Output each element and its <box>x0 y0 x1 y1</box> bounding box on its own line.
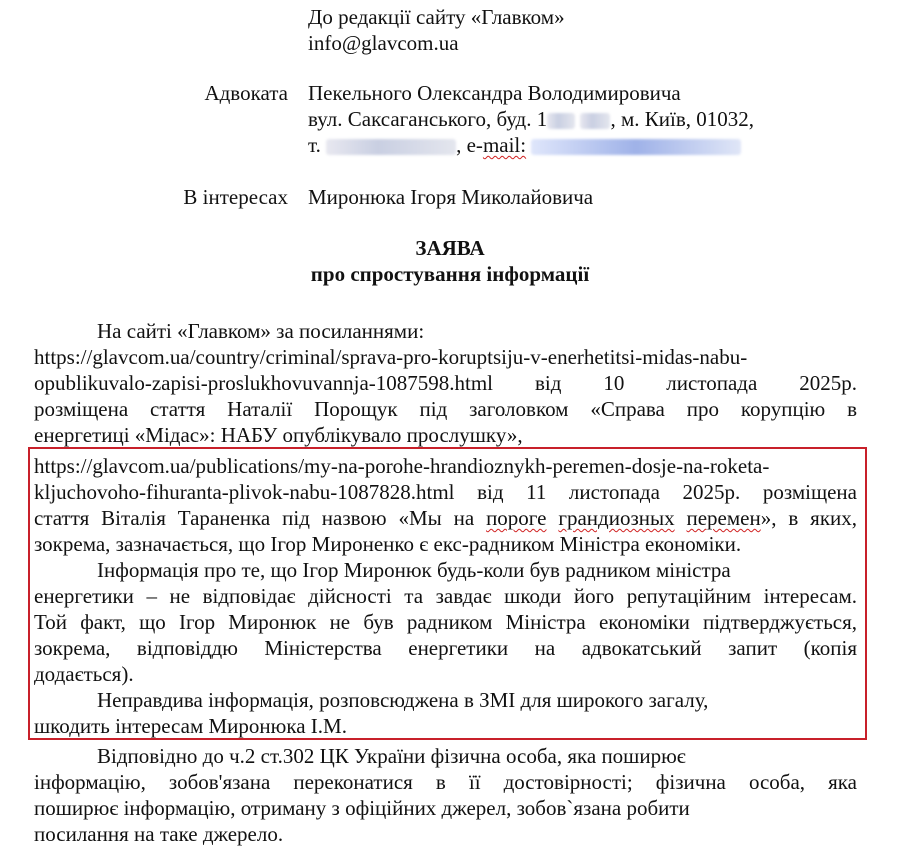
p2-line-4: зокрема, відповіддю Міністерства енергетики на адвокатський запит (копія <box>34 636 857 660</box>
p3-line-2: шкодить інтересам Миронюка І.М. <box>34 714 347 738</box>
p2-line-5: додається). <box>34 662 134 686</box>
spellcheck-word-1: пороге <box>486 506 547 530</box>
recipient-email: info@glavcom.ua <box>308 31 459 55</box>
p1-line-6: https://glavcom.ua/publications/my-na-porohe-hrandioznykh-peremen-dosje-na-roketa- <box>34 454 770 478</box>
p1-line-4: розміщена стаття Наталії Порощук під заголовком «Справа про корупцію в <box>34 397 857 421</box>
p1-line-2: https://glavcom.ua/country/criminal/sprava-pro-koruptsiju-v-enerhetitsi-midas-nabu- <box>34 345 748 369</box>
address-suffix: , м. Київ, 01032, <box>610 107 754 131</box>
p1-line-8 <box>34 505 857 531</box>
p3-line-1: Неправдива інформація, розповсюджена в ЗМІ для широкого загалу, <box>97 688 709 712</box>
p1-line-8-text-d: », в яких, <box>760 506 858 530</box>
p1-line-8-text-a: стаття Віталія Тараненка під назвою «Мы на <box>34 506 487 530</box>
redacted-email <box>531 139 741 155</box>
p2-line-1: Інформація про те, що Ігор Миронюк будь-коли був радником міністра <box>97 558 731 582</box>
p1-line-8-space-2 <box>675 506 687 530</box>
email-label-pre: , e- <box>456 133 483 157</box>
p4-line-2: інформацію, зобов'язана переконатися в її достовірності; фізична особа, яка <box>34 770 857 794</box>
email-label-word: mail: <box>482 133 527 157</box>
lawyer-contacts <box>308 132 741 158</box>
lawyer-name: Пекельного Олександра Володимировича <box>308 81 681 105</box>
document-subtitle: про спростування інформації <box>310 262 590 286</box>
address-prefix: вул. Саксаганського, буд. 1 <box>308 107 548 131</box>
p4-line-3: поширює інформацію, отриману з офіційних джерел, зобов`язана робити <box>34 796 690 820</box>
p1-line-9: зокрема, зазначається, що Ігор Мироненко є екс-радником Міністра економіки. <box>34 532 742 556</box>
p1-line-8-space-1 <box>546 506 558 530</box>
p1-line-1: На сайті «Главком» за посиланнями: <box>97 319 425 343</box>
spellcheck-word-3: перемен <box>686 506 761 530</box>
document-title: ЗАЯВА <box>415 236 485 260</box>
p1-line-3: opublikuvalo-zapisi-proslukhovuvannja-1087598.html від 10 листопада 2025р. <box>34 371 857 395</box>
interest-label: В інтересах <box>183 185 288 209</box>
redacted-apartment <box>580 113 610 129</box>
p1-line-5: енергетиці «Мідас»: НАБУ опублікувало прослушку», <box>34 423 523 447</box>
p4-line-4: посилання на таке джерело. <box>34 822 284 846</box>
lawyer-label: Адвоката <box>204 81 288 105</box>
p2-line-2: енергетики – не відповідає дійсності та завдає шкоди його репутаційним інтересам. <box>34 584 857 608</box>
p1-line-7: kljuchovoho-fihuranta-plivok-nabu-1087828.html від 11 листопада 2025р. розміщена <box>34 480 857 504</box>
p2-line-3: Той факт, що Ігор Миронюк не був радником Міністра економіки підтверджується, <box>34 610 857 634</box>
redacted-house-number <box>547 113 575 129</box>
p4-line-1: Відповідно до ч.2 ст.302 ЦК України фізична особа, яка поширює <box>97 744 686 768</box>
spellcheck-word-2: грандиозных <box>558 506 675 530</box>
tel-prefix: т. <box>308 133 321 157</box>
lawyer-address <box>308 106 754 132</box>
redacted-phone <box>326 139 456 155</box>
recipient-line: До редакції сайту «Главком» <box>308 5 565 29</box>
client-name: Миронюка Ігоря Миколайовича <box>308 185 594 209</box>
